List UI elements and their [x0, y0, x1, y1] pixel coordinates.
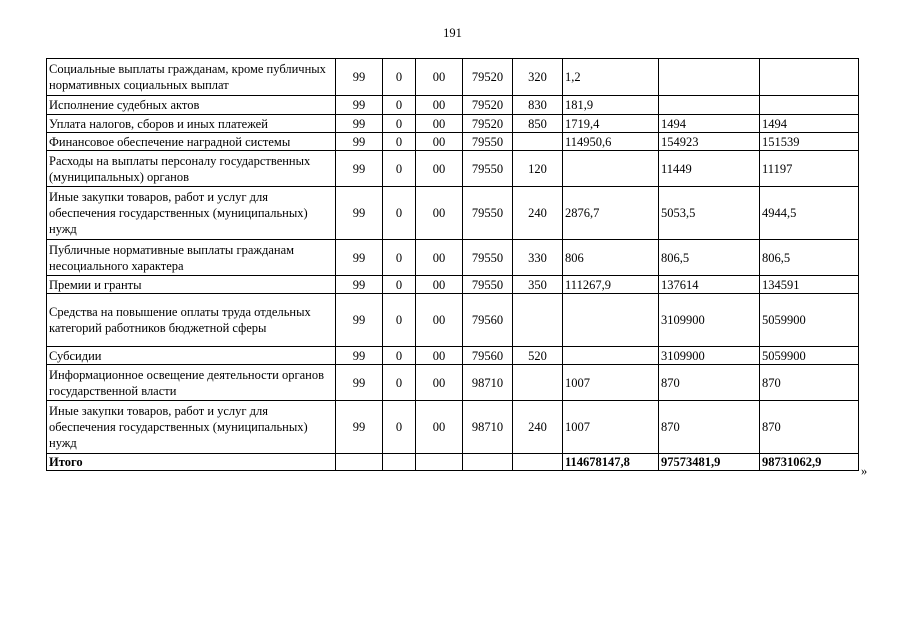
code-cell: 0: [383, 294, 416, 347]
code-cell: 0: [383, 151, 416, 187]
code-cell: 0: [383, 187, 416, 240]
table-row: [47, 401, 859, 454]
code-cell: 240: [513, 401, 563, 454]
code-cell: 0: [383, 96, 416, 115]
code-cell: 0: [383, 276, 416, 294]
value-cell: [563, 294, 659, 347]
total-value: 97573481,9: [659, 454, 760, 471]
value-cell: 870: [760, 365, 859, 401]
value-cell: 2876,7: [563, 187, 659, 240]
code-cell: 00: [416, 59, 463, 96]
code-cell: 99: [336, 115, 383, 133]
row-name: Иные закупки товаров, работ и услуг для обеспечения государственных (муниципальных) нужд: [47, 187, 336, 240]
table-row: [47, 276, 859, 294]
empty-cell: [416, 454, 463, 471]
code-cell: 0: [383, 347, 416, 365]
value-cell: 806,5: [760, 240, 859, 276]
table-row: [47, 347, 859, 365]
code-cell: 00: [416, 151, 463, 187]
code-cell: [513, 133, 563, 151]
value-cell: 1,2: [563, 59, 659, 96]
code-cell: 00: [416, 276, 463, 294]
value-cell: 137614: [659, 276, 760, 294]
table-row: [47, 294, 859, 347]
code-cell: 79550: [463, 133, 513, 151]
value-cell: 5053,5: [659, 187, 760, 240]
code-cell: 350: [513, 276, 563, 294]
value-cell: 11197: [760, 151, 859, 187]
code-cell: 330: [513, 240, 563, 276]
table-row: [47, 96, 859, 115]
code-cell: 00: [416, 115, 463, 133]
code-cell: [513, 294, 563, 347]
value-cell: 5059900: [760, 294, 859, 347]
code-cell: 00: [416, 133, 463, 151]
value-cell: 1007: [563, 401, 659, 454]
value-cell: 1007: [563, 365, 659, 401]
value-cell: 1494: [760, 115, 859, 133]
code-cell: 99: [336, 96, 383, 115]
value-cell: 870: [659, 401, 760, 454]
value-cell: 806,5: [659, 240, 760, 276]
code-cell: 850: [513, 115, 563, 133]
closing-quote-mark: »: [861, 464, 868, 478]
code-cell: 99: [336, 59, 383, 96]
value-cell: 4944,5: [760, 187, 859, 240]
total-label: Итого: [47, 454, 336, 471]
table-row: [47, 187, 859, 240]
row-name: Премии и гранты: [47, 276, 336, 294]
code-cell: 0: [383, 240, 416, 276]
code-cell: 830: [513, 96, 563, 115]
code-cell: 99: [336, 294, 383, 347]
code-cell: 99: [336, 151, 383, 187]
code-cell: 99: [336, 365, 383, 401]
value-cell: 11449: [659, 151, 760, 187]
value-cell: [659, 59, 760, 96]
value-cell: [760, 59, 859, 96]
row-name: Публичные нормативные выплаты гражданам несоциального характера: [47, 240, 336, 276]
code-cell: 99: [336, 240, 383, 276]
code-cell: 240: [513, 187, 563, 240]
table-row: [47, 151, 859, 187]
code-cell: 99: [336, 401, 383, 454]
value-cell: 111267,9: [563, 276, 659, 294]
code-cell: [513, 365, 563, 401]
code-cell: 320: [513, 59, 563, 96]
row-name: Средства на повышение оплаты труда отдельных категорий работников бюджетной сферы: [47, 294, 336, 347]
value-cell: [760, 96, 859, 115]
code-cell: 0: [383, 401, 416, 454]
value-cell: [563, 347, 659, 365]
row-name: Исполнение судебных актов: [47, 96, 336, 115]
empty-cell: [513, 454, 563, 471]
table-row: [47, 59, 859, 96]
code-cell: 120: [513, 151, 563, 187]
empty-cell: [383, 454, 416, 471]
code-cell: 00: [416, 240, 463, 276]
empty-cell: [336, 454, 383, 471]
value-cell: 1719,4: [563, 115, 659, 133]
code-cell: 99: [336, 187, 383, 240]
code-cell: 0: [383, 59, 416, 96]
value-cell: 181,9: [563, 96, 659, 115]
code-cell: 00: [416, 294, 463, 347]
code-cell: 99: [336, 276, 383, 294]
code-cell: 520: [513, 347, 563, 365]
value-cell: [563, 151, 659, 187]
value-cell: 1494: [659, 115, 760, 133]
code-cell: 79550: [463, 151, 513, 187]
row-name: Информационное освещение деятельности органов государственной власти: [47, 365, 336, 401]
code-cell: 0: [383, 115, 416, 133]
value-cell: 806: [563, 240, 659, 276]
code-cell: 79550: [463, 187, 513, 240]
total-value: 98731062,9: [760, 454, 859, 471]
total-value: 114678147,8: [563, 454, 659, 471]
row-name: Социальные выплаты гражданам, кроме публичных нормативных социальных выплат: [47, 59, 336, 96]
value-cell: 3109900: [659, 294, 760, 347]
value-cell: 3109900: [659, 347, 760, 365]
code-cell: 79520: [463, 59, 513, 96]
code-cell: 79550: [463, 276, 513, 294]
code-cell: 00: [416, 365, 463, 401]
code-cell: 79520: [463, 96, 513, 115]
table-row: [47, 240, 859, 276]
value-cell: 870: [760, 401, 859, 454]
code-cell: 79560: [463, 347, 513, 365]
table-row: [47, 115, 859, 133]
code-cell: 98710: [463, 365, 513, 401]
value-cell: 154923: [659, 133, 760, 151]
code-cell: 79560: [463, 294, 513, 347]
row-name: Финансовое обеспечение наградной системы: [47, 133, 336, 151]
row-name: Иные закупки товаров, работ и услуг для обеспечения государственных (муниципальных) нужд: [47, 401, 336, 454]
code-cell: 99: [336, 347, 383, 365]
code-cell: 00: [416, 401, 463, 454]
code-cell: 00: [416, 187, 463, 240]
value-cell: [659, 96, 760, 115]
code-cell: 00: [416, 96, 463, 115]
code-cell: 79520: [463, 115, 513, 133]
value-cell: 134591: [760, 276, 859, 294]
code-cell: 00: [416, 347, 463, 365]
empty-cell: [463, 454, 513, 471]
value-cell: 5059900: [760, 347, 859, 365]
row-name: Уплата налогов, сборов и иных платежей: [47, 115, 336, 133]
table-row: [47, 365, 859, 401]
table-row: [47, 133, 859, 151]
total-row: [47, 454, 859, 471]
code-cell: 98710: [463, 401, 513, 454]
value-cell: 114950,6: [563, 133, 659, 151]
row-name: Расходы на выплаты персоналу государственных (муниципальных) органов: [47, 151, 336, 187]
code-cell: 0: [383, 365, 416, 401]
value-cell: 870: [659, 365, 760, 401]
code-cell: 99: [336, 133, 383, 151]
budget-table: [46, 58, 859, 471]
page-number: 191: [443, 26, 462, 40]
code-cell: 0: [383, 133, 416, 151]
code-cell: 79550: [463, 240, 513, 276]
row-name: Субсидии: [47, 347, 336, 365]
value-cell: 151539: [760, 133, 859, 151]
